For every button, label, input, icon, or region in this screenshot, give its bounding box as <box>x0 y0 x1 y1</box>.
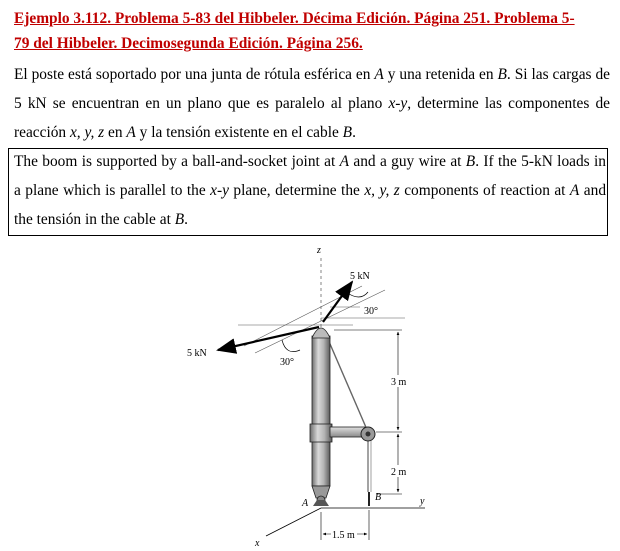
es-text: , determine las componentes de reacción <box>14 95 610 141</box>
es-var: B <box>342 124 353 141</box>
angle-left-arc <box>282 340 300 352</box>
dim-15m-label: 1.5 m <box>332 530 355 541</box>
es-text: y la tensión existente en el cable <box>135 124 343 141</box>
es-text: . <box>352 124 356 141</box>
pole-top <box>312 328 330 338</box>
problem-statement-spanish <box>14 60 610 147</box>
point-B-label: B <box>375 492 382 503</box>
es-var: B <box>497 66 507 83</box>
dim-3m-label: 3 m <box>391 377 407 388</box>
angle-top-label: 30° <box>364 306 378 317</box>
example-title <box>14 6 610 56</box>
en-var: A <box>339 153 350 170</box>
guy-wire <box>324 330 368 432</box>
es-text: en <box>104 124 127 141</box>
z-axis-label: z <box>317 245 321 256</box>
load-top-arrow <box>323 282 352 322</box>
es-var: x, y, z <box>69 124 105 141</box>
en-text: . If the 5-kN loads in a plane which is parallel to the <box>14 153 606 199</box>
boom-figure <box>160 238 460 551</box>
en-var: A <box>569 182 580 199</box>
plane-line <box>244 286 362 346</box>
pole-collar <box>310 424 332 442</box>
en-text: and the tensión in the cable at <box>14 182 607 228</box>
es-var: A <box>374 66 384 83</box>
title-line-2: 79 del Hibbeler. Decimosegunda Edición. Página 256. <box>14 35 363 52</box>
en-text: The boom is supported by a ball-and-socket joint at <box>14 153 340 170</box>
en-text: plane, determine the <box>228 182 365 199</box>
en-text: and a guy wire at <box>349 153 466 170</box>
boom-arm <box>330 427 365 437</box>
boom-pole <box>312 336 330 486</box>
es-text: y una retenida en <box>383 66 498 83</box>
angle-left-label: 30° <box>280 357 294 368</box>
dim-2m-label: 2 m <box>391 467 407 478</box>
point-A-label: A <box>302 498 309 509</box>
title-line-1: Ejemplo 3.112. Problema 5-83 del Hibbeler. Décima Edición. Página 251. Problema 5- <box>14 10 575 27</box>
problem-statement-english <box>14 147 606 234</box>
es-var: A <box>126 124 136 141</box>
es-text: . Si las cargas de 5 kN se encuentran en un plano que es paralelo al plano <box>14 66 611 112</box>
es-var: x-y <box>388 95 408 112</box>
en-var: B <box>174 211 185 228</box>
x-axis-label: x <box>255 538 260 549</box>
en-var: x, y, z <box>364 182 400 199</box>
load-top-label: 5 kN <box>350 271 370 282</box>
socket-base <box>313 500 329 506</box>
en-var: x-y <box>210 182 229 199</box>
load-left-label: 5 kN <box>187 348 207 359</box>
es-text: El poste está soportado por una junta de rótula esférica en <box>14 66 375 83</box>
pulley-hub <box>366 432 371 437</box>
x-axis <box>266 508 321 536</box>
en-var: B <box>465 153 476 170</box>
y-axis-label: y <box>420 496 425 507</box>
en-text: components of reaction at <box>399 182 570 199</box>
en-text: . <box>184 211 188 228</box>
